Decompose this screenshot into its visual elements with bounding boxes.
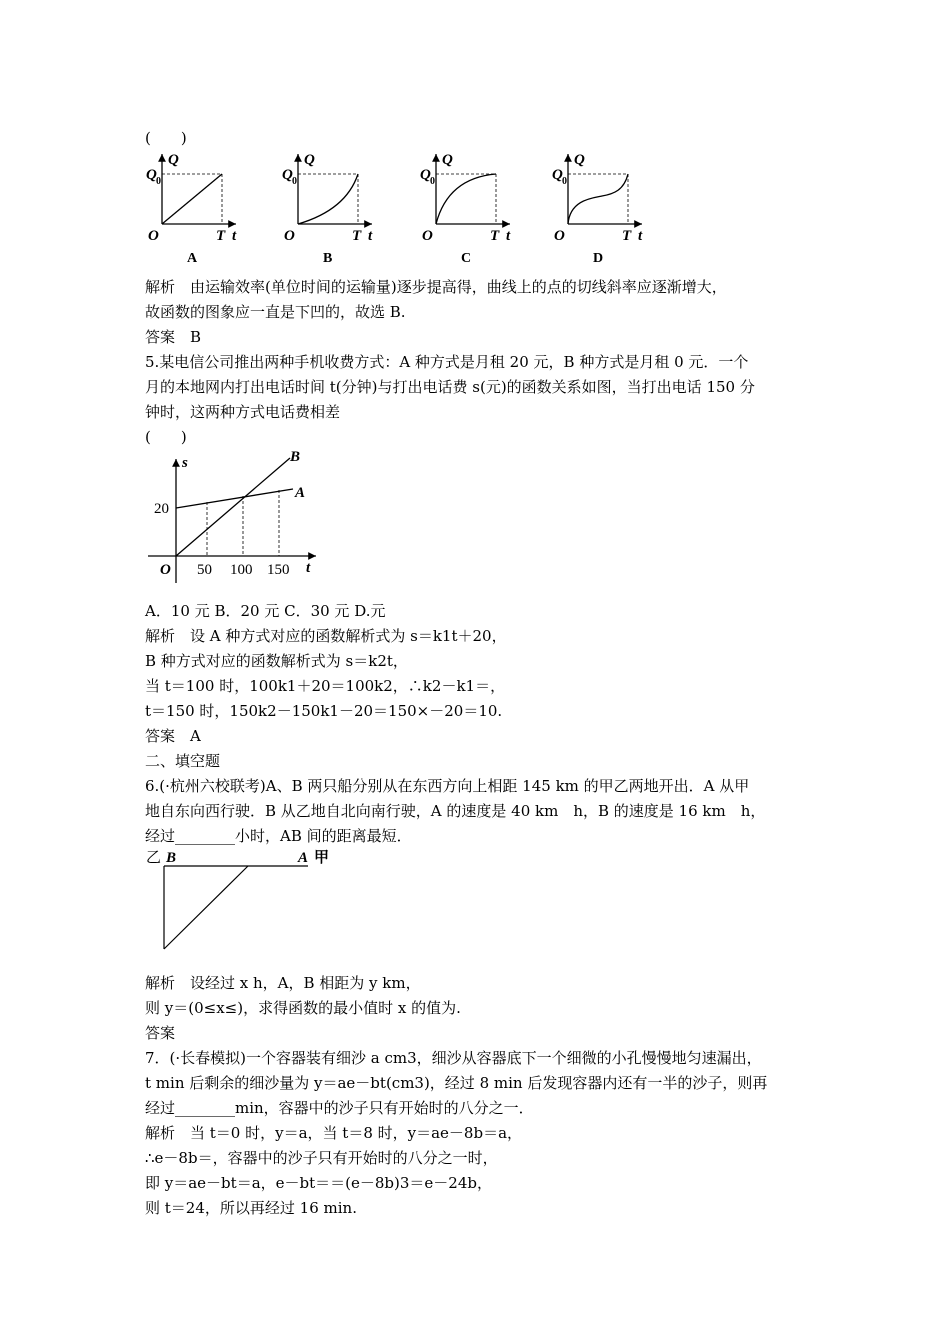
q-label-c: Q xyxy=(442,152,453,168)
t-label-c: t xyxy=(506,228,511,244)
q7-analysis-3: 即 y＝ae－bt＝a，e－bt＝＝(e－8b)3＝e－24b， xyxy=(145,1174,492,1192)
line-b-label: B xyxy=(290,449,301,465)
q5-figure xyxy=(140,445,330,585)
b-label: B xyxy=(166,850,177,866)
q-label-b: Q xyxy=(304,152,315,168)
q5-answer: 答案 A xyxy=(145,727,201,745)
yi-label: 乙 xyxy=(146,850,162,866)
q7-text-1: 7．(·长春模拟)一个容器装有细沙 a cm3，细沙从容器底下一个细微的小孔慢慢地匀速漏出， xyxy=(145,1049,762,1067)
q5-analysis-2: B 种方式对应的函数解析式为 s＝k2t， xyxy=(145,652,408,670)
q5-analysis-1: 解析 设 A 种方式对应的函数解析式为 s＝k1t＋20， xyxy=(145,627,507,645)
q0-sub-b: 0 xyxy=(292,176,297,187)
graph-d xyxy=(552,152,643,266)
q4-graphs xyxy=(140,148,660,266)
q4-paren: ( ) xyxy=(145,129,187,147)
q5-text-1: 5.某电信公司推出两种手机收费方式：A 种方式是月租 20 元，B 种方式是月租 0 元．一个 xyxy=(145,353,749,371)
q7-text-3: 经过________min，容器中的沙子只有开始时的八分之一． xyxy=(145,1099,534,1117)
q7-analysis-4: 则 t＝24，所以再经过 16 min. xyxy=(145,1199,357,1217)
curve-d xyxy=(568,174,628,224)
q5-text-2: 月的本地网内打出电话时间 t(分钟)与打出电话费 s(元)的函数关系如图，当打出电话 150 分 xyxy=(145,378,755,396)
letter-d: D xyxy=(593,251,604,266)
x-tick-100: 100 xyxy=(230,562,253,578)
q5-paren: ( ) xyxy=(145,428,187,446)
section-heading: 二、填空题 xyxy=(145,752,221,770)
curve-c xyxy=(436,174,496,224)
q5-text-3: 钟时，这两种方式电话费相差 xyxy=(145,403,341,421)
q0-sub-a: 0 xyxy=(156,176,161,187)
t-label-b: t xyxy=(368,228,373,244)
ab-line xyxy=(164,866,248,949)
q7-analysis-2: ∴e－8b＝，容器中的沙子只有开始时的八分之一时， xyxy=(145,1149,498,1167)
q6-figure xyxy=(140,846,340,954)
q4-analysis-2: 故函数的图象应一直是下凹的，故选 B. xyxy=(145,303,406,321)
graph-a xyxy=(146,152,237,266)
q0-sub-c: 0 xyxy=(430,176,435,187)
y-tick-20: 20 xyxy=(154,501,169,517)
q-label-a: Q xyxy=(168,152,179,168)
t-axis-label: t xyxy=(306,560,311,576)
q4-answer: 答案 B xyxy=(145,328,202,346)
letter-a: A xyxy=(187,251,198,266)
graph-b xyxy=(282,152,373,266)
q6-text-3: 经过________小时，AB 间的距离最短． xyxy=(145,827,412,845)
o-label-d: O xyxy=(554,228,565,244)
line-b xyxy=(176,458,290,556)
q0-label-b: Q xyxy=(282,167,293,183)
q6-text-1: 6.(·杭州六校联考)A、B 两只船分别从在东西方向上相距 145 km 的甲乙两地开出．A 从甲 xyxy=(145,777,750,795)
q0-label-c: Q xyxy=(420,167,431,183)
q6-analysis-2: 则 y＝(0≤x≤)，求得函数的最小值时 x 的值为. xyxy=(145,999,461,1017)
q7-analysis-1: 解析 当 t＝0 时，y＝a，当 t＝8 时，y＝ae－8b＝a， xyxy=(145,1124,523,1142)
T-label-c: T xyxy=(490,228,500,244)
t-label-d: t xyxy=(638,228,643,244)
q0-label-a: Q xyxy=(146,167,157,183)
q-label-d: Q xyxy=(574,152,585,168)
q6-answer: 答案 xyxy=(145,1024,176,1042)
q0-sub-d: 0 xyxy=(562,176,567,187)
o-label-b: O xyxy=(284,228,295,244)
o-label-a: O xyxy=(148,228,159,244)
q0-label-d: Q xyxy=(552,167,563,183)
q4-analysis-1: 解析 由运输效率(单位时间的运输量)逐步提高得，曲线上的点的切线斜率应逐渐增大， xyxy=(145,278,727,296)
line-a-label: A xyxy=(295,485,306,501)
q7-text-2: t min 后剩余的细沙量为 y＝ae－bt(cm3)，经过 8 min 后发现容器内还有一半的沙子，则再 xyxy=(145,1074,768,1092)
o-label-c: O xyxy=(422,228,433,244)
q5-analysis-4: t＝150 时，150k2－150k1－20＝150×－20＝10. xyxy=(145,702,503,720)
q5-options: A．10 元 B．20 元 C．30 元 D.元 xyxy=(145,602,386,620)
q6-analysis-1: 解析 设经过 x h，A，B 相距为 y km， xyxy=(145,974,421,992)
a-label: A xyxy=(298,850,309,866)
letter-c: C xyxy=(461,251,472,266)
T-label-d: T xyxy=(622,228,632,244)
letter-b: B xyxy=(323,251,333,266)
o-label: O xyxy=(160,562,171,578)
t-label-a: t xyxy=(232,228,237,244)
curve-b xyxy=(298,174,358,224)
T-label-b: T xyxy=(352,228,362,244)
q6-text-2: 地自东向西行驶．B 从乙地自北向南行驶，A 的速度是 40 km h，B 的速度是 16 km h， xyxy=(145,802,766,820)
jia-label: 甲 xyxy=(314,850,330,866)
q5-analysis-3: 当 t＝100 时，100k1＋20＝100k2，∴k2－k1＝， xyxy=(145,677,506,695)
s-axis-label: s xyxy=(182,455,188,471)
curve-a xyxy=(162,174,222,224)
x-tick-50: 50 xyxy=(197,562,212,578)
T-label-a: T xyxy=(216,228,226,244)
x-tick-150: 150 xyxy=(267,562,290,578)
graph-c xyxy=(420,152,511,266)
